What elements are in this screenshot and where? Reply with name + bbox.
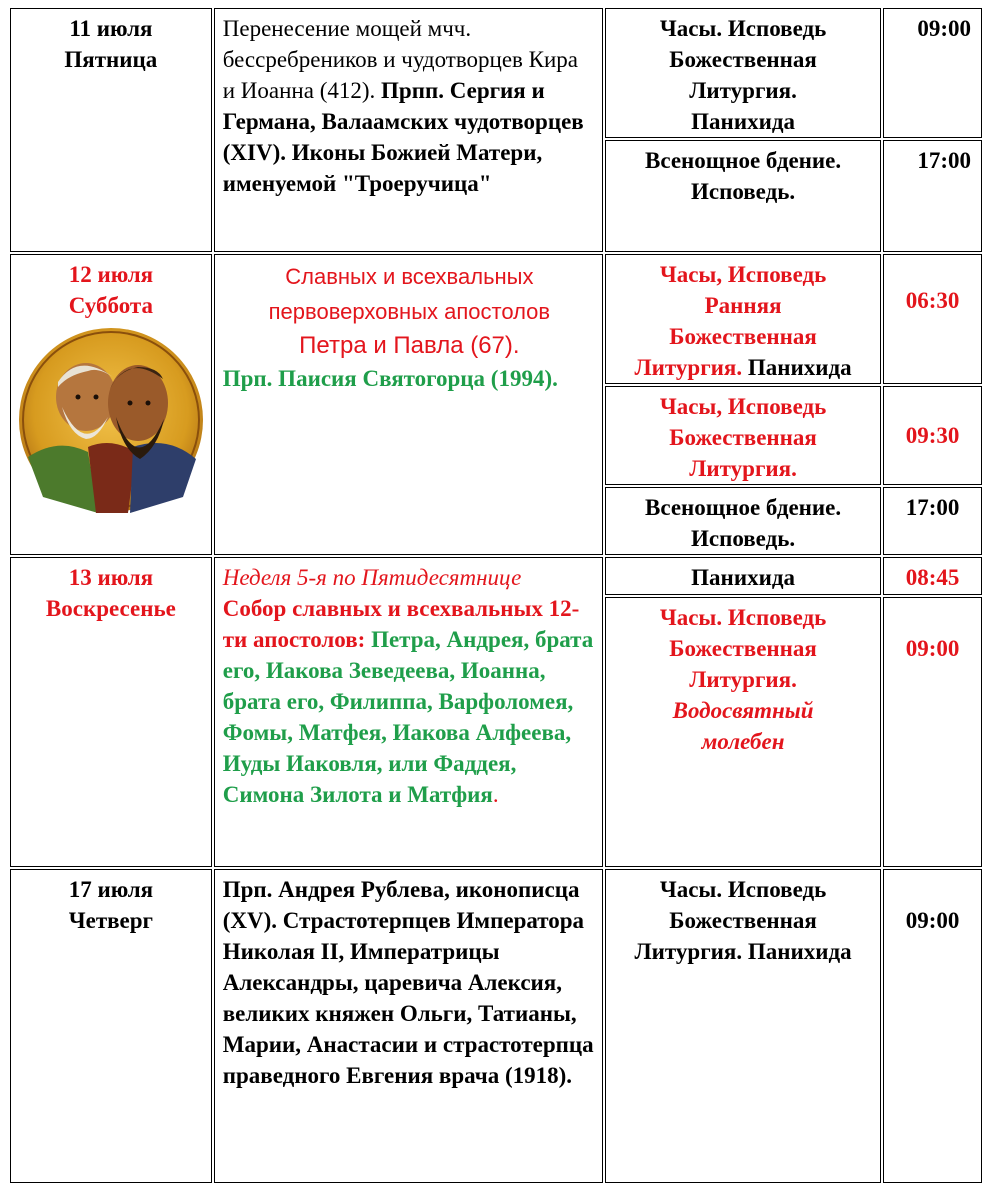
table-row	[10, 8, 982, 138]
feast-description: Прп. Андрея Рублева, иконописца (XV). Страстотерпцев Императора Николая II, Императрицы Александры, царевича Алексия, великих княжен Ольги, Татианы, Марии, Анастасии и страстотерпца праведного Евгения врача (1918).	[214, 869, 603, 1183]
service-cell	[605, 140, 881, 252]
service-time: 17:00	[883, 140, 982, 252]
service-cell	[605, 557, 881, 595]
service-line: Божественная	[669, 324, 817, 349]
service-time: 17:00	[883, 487, 982, 555]
service-line: Божественная	[669, 425, 817, 450]
service-time: 09:30	[883, 386, 982, 485]
feast-title: Собор славных и всехвальных 12-ти апостолов:	[222, 596, 580, 652]
service-line: Литургия. Панихида	[634, 939, 852, 964]
service-line-tail: Панихида	[747, 355, 852, 380]
service-line: Всенощное бдение.	[644, 495, 842, 520]
feast-text: Перенесение мощей мчч. бессребреников и чудотворцев Кира и Иоанна (412).	[222, 16, 579, 103]
service-line: Часы, Исповедь	[659, 394, 827, 419]
table-row	[10, 557, 982, 595]
service-line: Всенощное бдение.	[644, 148, 842, 173]
feast-description	[214, 254, 603, 555]
service-line: Панихида	[691, 109, 795, 134]
date-cell	[10, 8, 212, 252]
weekday: Суббота	[68, 293, 153, 318]
feast-apostles: Петра и Павла (67).	[299, 332, 520, 359]
service-time: 09:00	[883, 869, 982, 1183]
service-line: Литургия.	[689, 667, 797, 692]
service-line: молебен	[701, 729, 785, 754]
service-line: Часы. Исповедь	[659, 16, 827, 41]
service-cell	[605, 597, 881, 867]
service-line: Часы. Исповедь	[659, 605, 827, 630]
service-time: 09:00	[883, 597, 982, 867]
schedule-table	[8, 6, 984, 1185]
service-line: Божественная	[669, 908, 817, 933]
feast-title: Славных и всехвальных первоверховных апостолов	[268, 264, 551, 324]
service-cell	[605, 869, 881, 1183]
service-line: Исповедь.	[690, 179, 796, 204]
date-cell	[10, 254, 212, 555]
table-row	[10, 869, 982, 1183]
feast-apostles-list: Петра, Андрея, брата его, Иакова Зеведеева, Иоанна, брата его, Филиппа, Варфоломея, Фомы, Матфея, Иакова Алфеева, Иуды Иаковля, или Фаддея, Симона Зилота и Матфия	[222, 627, 594, 807]
feast-description	[214, 557, 603, 867]
service-line	[606, 352, 880, 383]
icon-of-apostles-peter-and-paul	[18, 327, 204, 513]
service-line: Ранняя	[704, 293, 782, 318]
service-cell	[605, 487, 881, 555]
feast-end: .	[492, 782, 499, 807]
date-cell	[10, 557, 212, 867]
service-cell	[605, 8, 881, 138]
service-line: Литургия.	[689, 456, 797, 481]
weekday: Пятница	[64, 47, 158, 72]
weekday: Четверг	[68, 908, 153, 933]
date: 17 июля	[68, 877, 154, 902]
service-cell	[605, 254, 881, 384]
table-row	[10, 254, 982, 384]
service-line: Божественная	[669, 47, 817, 72]
weekday: Воскресенье	[45, 596, 176, 621]
service-line-red: Литургия.	[634, 355, 743, 380]
service-line: Панихида	[691, 565, 795, 590]
feast-week: Неделя 5-я по Пятидесятнице	[222, 565, 522, 590]
service-time: 06:30	[883, 254, 982, 384]
service-line: Часы, Исповедь	[659, 262, 827, 287]
service-line: Водосвятный	[672, 698, 814, 723]
service-time: 09:00	[883, 8, 982, 138]
service-line: Литургия.	[689, 78, 797, 103]
date: 13 июля	[68, 565, 154, 590]
date: 12 июля	[68, 262, 154, 287]
service-line: Исповедь.	[690, 526, 796, 551]
date: 11 июля	[69, 16, 153, 41]
service-line: Божественная	[669, 636, 817, 661]
service-line: Часы. Исповедь	[659, 877, 827, 902]
feast-text-bold: Прпп. Сергия и Германа, Валаамских чудотворцев (XIV). Иконы Божией Матери, именуемой "Троеручица"	[222, 78, 584, 196]
service-cell	[605, 386, 881, 485]
feast-description	[214, 8, 603, 252]
date-cell	[10, 869, 212, 1183]
feast-saint: Прп. Паисия Святогорца (1994).	[222, 366, 558, 391]
service-time: 08:45	[883, 557, 982, 595]
